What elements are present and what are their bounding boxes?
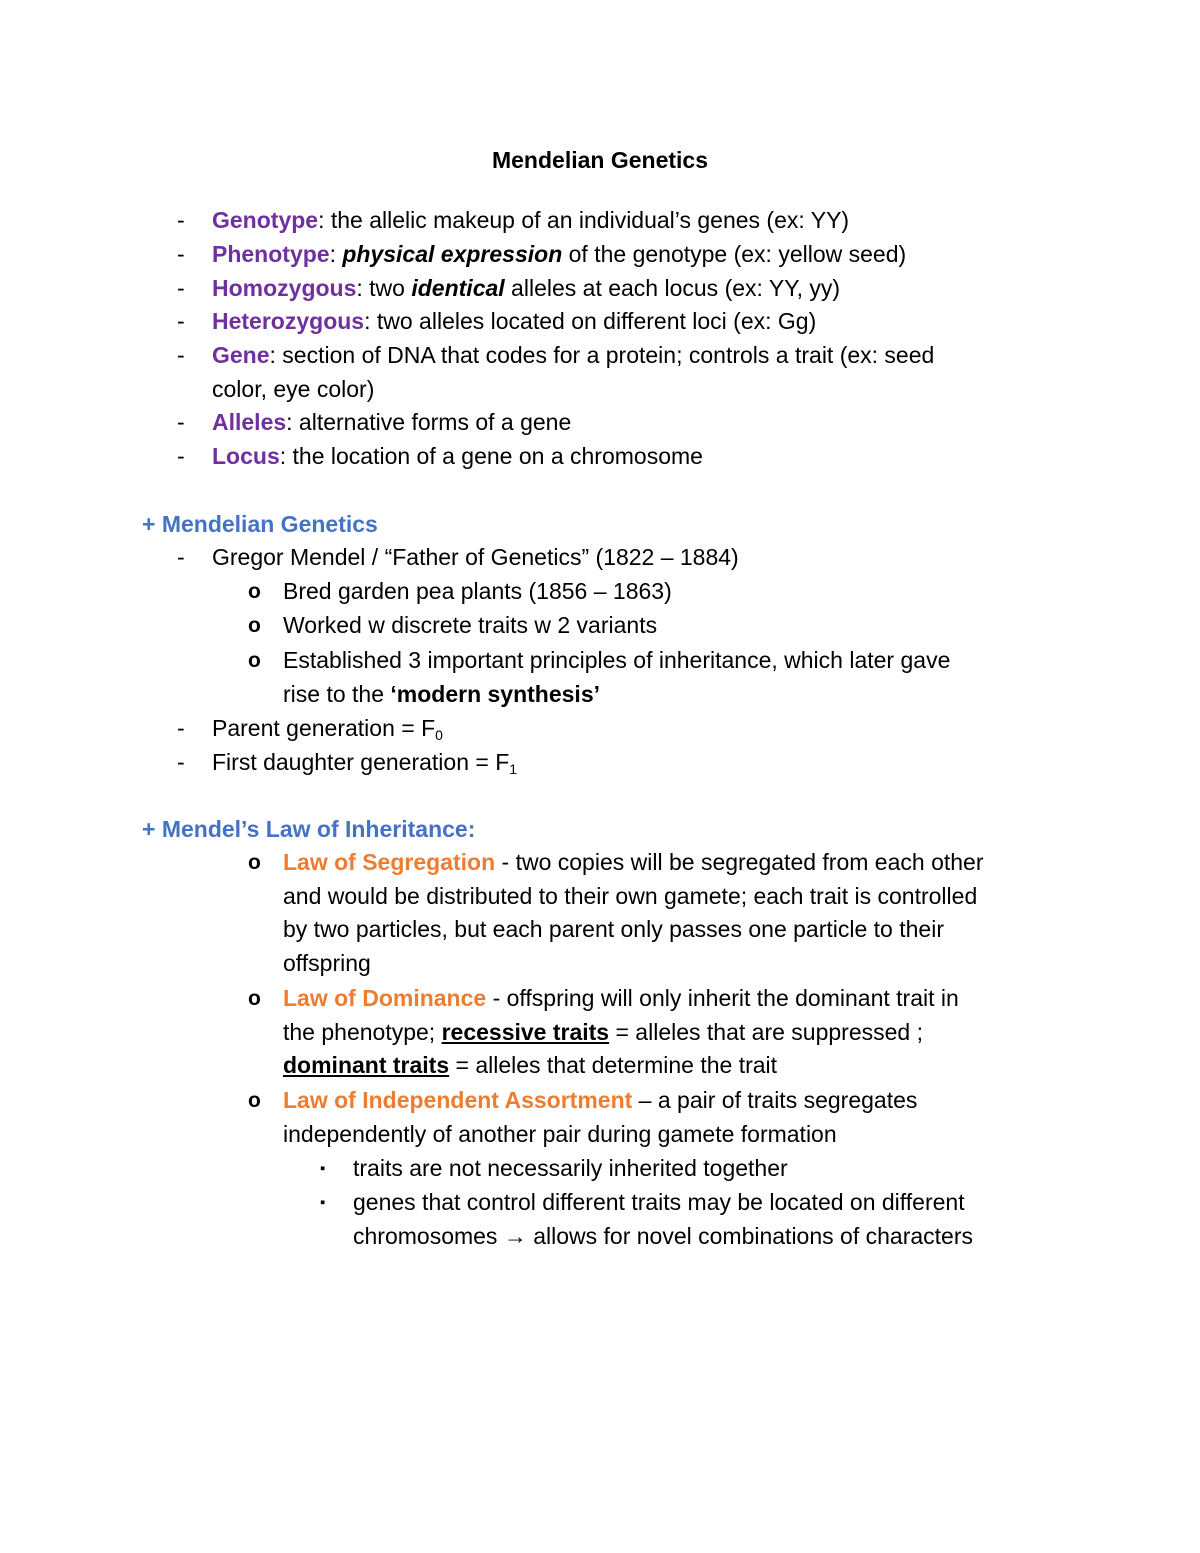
definition-phenotype: Phenotype: physical expression of the genotype (ex: yellow seed) xyxy=(212,241,907,267)
square-bullet-marker: ▪ xyxy=(320,1194,326,1211)
principles-item: Established 3 important principles of inheritance, which later gave rise to the ‘modern synthesis’ xyxy=(283,647,951,707)
definition-alleles: Alleles: alternative forms of a gene xyxy=(212,409,572,435)
circle-marker: o xyxy=(248,851,261,874)
law-of-segregation-item: Law of Segregation - two copies will be segregated from each other and would be distributed to their own gamete; each trait is controlled by two particles, but each parent only passes one particle to their offspring xyxy=(283,849,984,977)
law-of-independent-assortment-item: Law of Independent Assortment – a pair of traits segregates independently of another pair during gamete formation xyxy=(283,1087,918,1147)
dominant-traits-text: dominant traits xyxy=(283,1052,450,1079)
law-name: Law of Dominance xyxy=(283,985,487,1011)
recessive-traits-text: recessive traits xyxy=(441,1018,610,1045)
dash-marker: - xyxy=(177,443,185,469)
dash-marker: - xyxy=(177,308,185,334)
definition-locus: Locus: the location of a gene on a chromosome xyxy=(212,443,703,469)
definition-gene: Gene: section of DNA that codes for a protein; controls a trait (ex: seed color, eye color) xyxy=(212,342,935,402)
mendel-item: Gregor Mendel / “Father of Genetics” (1822 – 1884) xyxy=(212,544,739,570)
circle-marker: o xyxy=(248,580,261,603)
circle-marker: o xyxy=(248,1089,261,1112)
term-label: Heterozygous xyxy=(212,308,365,334)
term-label: Homozygous xyxy=(212,275,357,301)
sub-item: Worked w discrete traits w 2 variants xyxy=(283,612,658,638)
term-label: Gene xyxy=(212,342,270,368)
assortment-sub-item: traits are not necessarily inherited together xyxy=(353,1155,788,1181)
arrow-icon: → xyxy=(503,1222,527,1249)
assortment-sub-item: genes that control different traits may be located on different chromosomes → allows for novel combinations of characters xyxy=(353,1189,973,1249)
modern-synthesis-text: ‘modern synthesis’ xyxy=(390,680,601,707)
law-name: Law of Segregation xyxy=(283,849,496,875)
definition-genotype: Genotype: the allelic makeup of an individual’s genes (ex: YY) xyxy=(212,207,850,233)
circle-marker: o xyxy=(248,649,261,672)
parent-generation-item: Parent generation = $F_0$ xyxy=(212,715,443,743)
emphasis-text: physical expression xyxy=(342,241,563,267)
sub-item: Bred garden pea plants (1856 – 1863) xyxy=(283,578,672,604)
term-label: Phenotype xyxy=(212,241,330,267)
definition-heterozygous: Heterozygous: two alleles located on different loci (ex: Gg) xyxy=(212,308,817,334)
dash-marker: - xyxy=(177,207,185,233)
term-label: Locus xyxy=(212,443,280,469)
emphasis-text: identical xyxy=(411,275,505,301)
law-of-dominance-item: Law of Dominance - offspring will only inherit the dominant trait in the phenotype; recessive traits = alleles that are suppressed ; dominant traits = alleles that determine the trait xyxy=(283,985,959,1079)
daughter-generation-item: First daughter generation = $F_1$ xyxy=(212,749,518,777)
dash-marker: - xyxy=(177,275,185,301)
dash-marker: - xyxy=(177,409,185,435)
circle-marker: o xyxy=(248,987,261,1010)
circle-marker: o xyxy=(248,614,261,637)
dash-marker: - xyxy=(177,749,185,775)
page-title: Mendelian Genetics xyxy=(491,147,708,173)
section-heading-law-of-inheritance: + Mendel’s Law of Inheritance: xyxy=(142,816,476,842)
dash-marker: - xyxy=(177,715,185,741)
term-label: Genotype xyxy=(212,207,319,233)
law-name: Law of Independent Assortment xyxy=(283,1087,633,1113)
definition-homozygous: Homozygous: two identical alleles at each locus (ex: YY, yy) xyxy=(212,275,841,301)
section-heading-mendelian-genetics: + Mendelian Genetics xyxy=(142,511,378,537)
dash-marker: - xyxy=(177,544,185,570)
term-label: Alleles xyxy=(212,409,287,435)
square-bullet-marker: ▪ xyxy=(320,1160,326,1177)
dash-marker: - xyxy=(177,241,185,267)
dash-marker: - xyxy=(177,342,185,368)
